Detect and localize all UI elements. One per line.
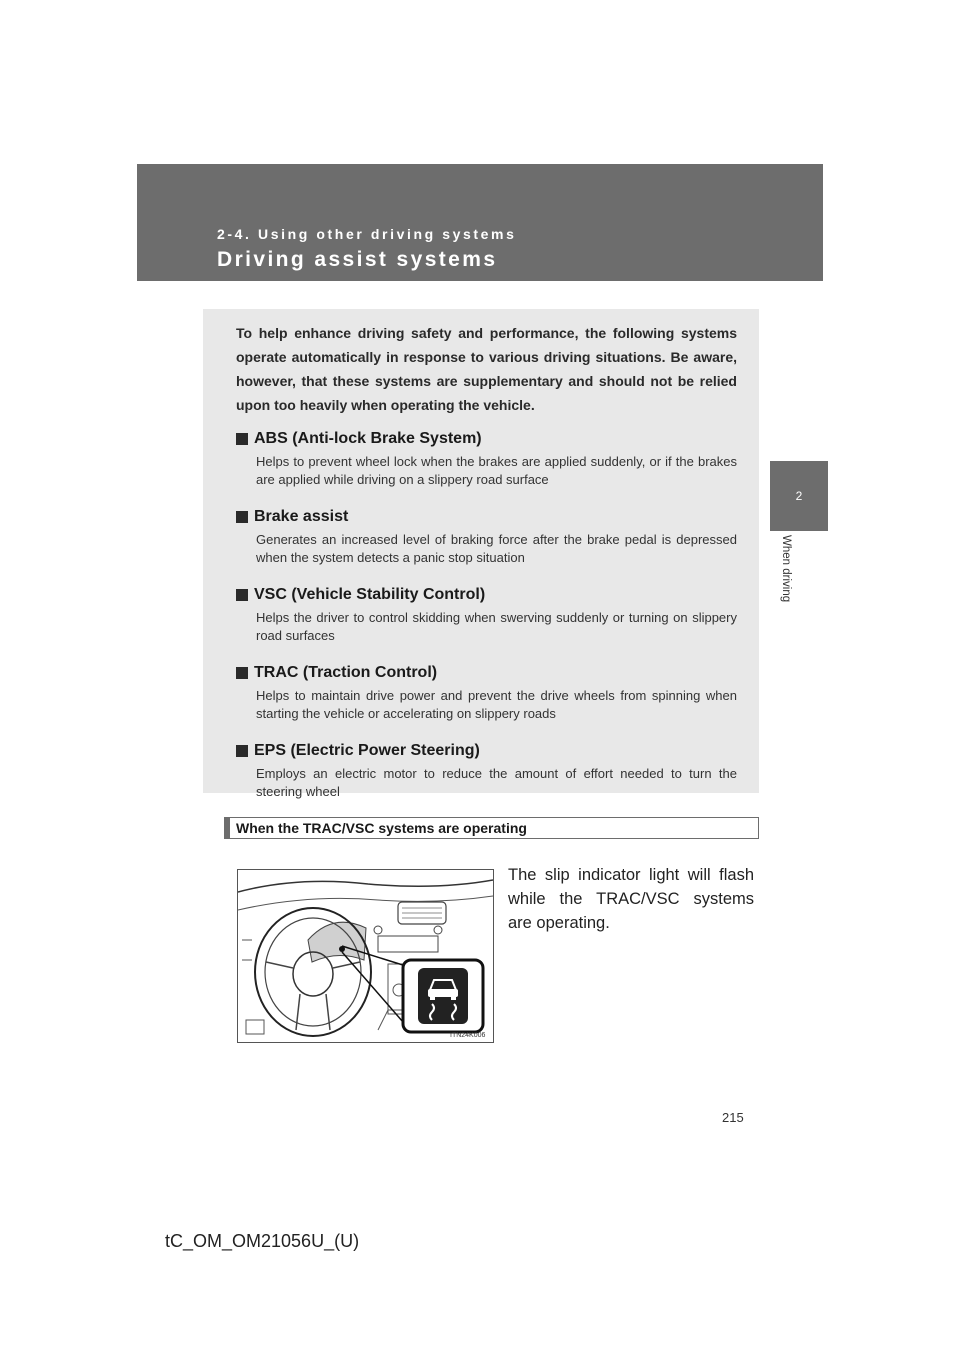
subsection-body: The slip indicator light will flash while the TRAC/VSC systems are operating.	[508, 866, 754, 932]
feature-title: ABS (Anti-lock Brake System)	[254, 430, 482, 447]
feature-title: EPS (Electric Power Steering)	[254, 742, 480, 759]
heading-marker	[225, 818, 230, 838]
page-title: Driving assist systems	[217, 248, 498, 271]
feature-description: Helps to maintain drive power and prevent the drive wheels from spinning when starting the vehicle or accelerating on slippery roads	[256, 688, 737, 721]
feature-description: Employs an electric motor to reduce the amount of effort needed to turn the steering wheel	[256, 766, 737, 799]
subsection-heading: When the TRAC/VSC systems are operating	[236, 820, 527, 836]
feature-description: Helps the driver to control skidding when swerving suddenly or turning on slippery road surfaces	[256, 610, 737, 643]
feature-description: Helps to prevent wheel lock when the brakes are applied suddenly, or if the brakes are applied while driving on a slippery road surface	[256, 454, 737, 487]
feature-title: Brake assist	[254, 508, 349, 525]
chapter-title: When driving	[780, 535, 792, 603]
feature-vsc	[236, 585, 737, 645]
document-code: tC_OM_OM21056U_(U)	[165, 1231, 360, 1251]
page-number: 215	[722, 1110, 744, 1125]
square-bullet-icon	[236, 667, 248, 679]
square-bullet-icon	[236, 589, 248, 601]
chapter-number: 2	[795, 489, 803, 503]
image-code: ITN24K006	[450, 1032, 486, 1039]
chapter-tab[interactable]	[770, 461, 828, 531]
feature-abs	[236, 429, 737, 489]
feature-eps	[236, 741, 737, 801]
intro-text: To help enhance driving safety and performance, the following systems operate automatically in response to various driving situations. Be aware, however, that these systems are supplementary and should not be relied upon too heavily when operating the vehicle.	[236, 325, 737, 413]
dashboard-drawing	[238, 870, 493, 1042]
square-bullet-icon	[236, 745, 248, 757]
info-box	[203, 309, 759, 799]
dashboard-illustration	[237, 869, 494, 1043]
section-label: 2-4. Using other driving systems	[217, 226, 517, 242]
feature-trac	[236, 663, 737, 723]
subsection-heading-bar	[224, 817, 759, 839]
feature-title: TRAC (Traction Control)	[254, 664, 438, 681]
square-bullet-icon	[236, 511, 248, 523]
square-bullet-icon	[236, 433, 248, 445]
feature-description: Generates an increased level of braking force after the brake pedal is depressed when the system detects a panic stop situation	[256, 532, 737, 565]
feature-title: VSC (Vehicle Stability Control)	[254, 586, 486, 603]
feature-brake-assist	[236, 507, 737, 567]
header-band	[137, 164, 823, 281]
